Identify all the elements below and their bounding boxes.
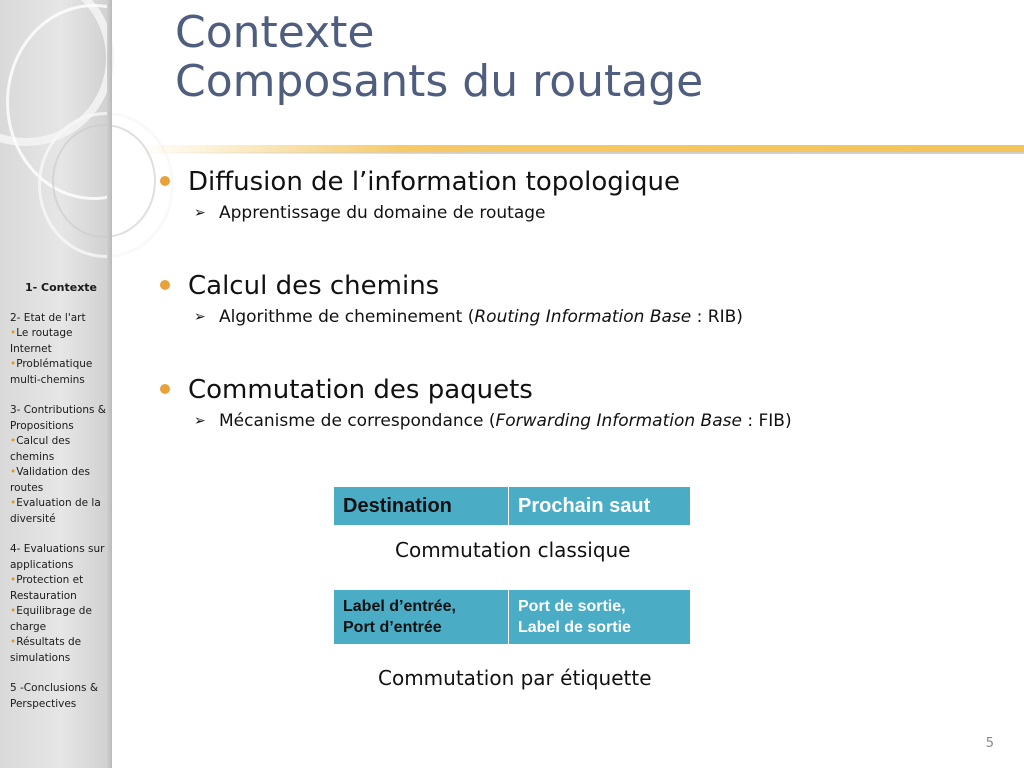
sub-bullet-text: Mécanisme de correspondance ( xyxy=(219,411,496,431)
sub-bullet-italic: Forwarding Information Base xyxy=(495,411,742,431)
outline-section: 2- Etat de l'art xyxy=(10,311,86,324)
cell-line: Label de sortie xyxy=(518,619,631,636)
outline-subitem: • Equilibrage de charge xyxy=(10,604,112,635)
outline-subitem: • Protection et Restauration xyxy=(10,573,112,604)
arrow-bullet-icon: ➢ xyxy=(194,309,206,325)
slide-title xyxy=(175,8,703,106)
outline-subitem: • Le routage Internet xyxy=(10,326,112,357)
sub-bullet-text: Apprentissage du domaine de routage xyxy=(219,203,546,223)
bullet-text: Diffusion de l’information topologique xyxy=(188,167,680,197)
bullet-item xyxy=(158,372,1018,408)
bullet-item xyxy=(158,164,1018,200)
table-cell-output-label xyxy=(509,590,691,645)
slide-title-line2: Composants du routage xyxy=(175,56,704,107)
label-switching-table xyxy=(333,589,691,645)
outline-subitem: • Calcul des chemins xyxy=(10,434,112,465)
sub-bullet-item xyxy=(158,200,1018,226)
slide-title-line1: Contexte xyxy=(175,7,375,58)
sub-bullet-item xyxy=(158,408,1018,434)
sub-bullet-text-end: : RIB) xyxy=(691,307,743,327)
bullet-dot-icon xyxy=(160,176,170,186)
cell-line: Label d’entrée, xyxy=(343,598,456,615)
arrow-bullet-icon: ➢ xyxy=(194,205,206,221)
outline-section: 3- Contributions & Propositions xyxy=(10,404,106,432)
bullet-text: Commutation des paquets xyxy=(188,375,533,405)
bullet-item xyxy=(158,268,1018,304)
outline-subitem: • Problématique multi-chemins xyxy=(10,357,112,388)
table-cell-next-hop: Prochain saut xyxy=(509,487,691,526)
sub-bullet-italic: Routing Information Base xyxy=(474,307,692,327)
outline-subitem: • Evaluation de la diversité xyxy=(10,496,112,527)
outline-section: 5 -Conclusions & Perspectives xyxy=(10,682,99,710)
label-switching-caption: Commutation par étiquette xyxy=(378,666,652,690)
title-underline-shadow xyxy=(140,152,1024,154)
sidebar xyxy=(0,0,112,768)
bullet-dot-icon xyxy=(160,384,170,394)
sub-bullet-text: Algorithme de cheminement ( xyxy=(219,307,475,327)
table-row xyxy=(334,590,691,645)
table-cell-input-label xyxy=(334,590,509,645)
outline-subitem: • Validation des routes xyxy=(10,465,112,496)
sub-bullet-item xyxy=(158,304,1018,330)
bullet-dot-icon xyxy=(160,280,170,290)
classic-switching-table xyxy=(333,486,691,526)
classic-switching-caption: Commutation classique xyxy=(395,538,631,562)
outline-nav xyxy=(10,280,112,712)
cell-line: Port d’entrée xyxy=(343,619,442,636)
table-cell-destination: Destination xyxy=(334,487,509,526)
sub-bullet-text-end: : FIB) xyxy=(741,411,792,431)
page-number: 5 xyxy=(985,736,994,751)
decorative-circle xyxy=(52,124,156,238)
cell-line: Port de sortie, xyxy=(518,598,626,615)
bullet-list xyxy=(158,164,1018,476)
arrow-bullet-icon: ➢ xyxy=(194,413,206,429)
bullet-text: Calcul des chemins xyxy=(188,271,440,301)
outline-item-active: 1- Contexte xyxy=(24,281,98,294)
table-row xyxy=(334,487,691,526)
outline-section: 4- Evaluations sur applications xyxy=(10,543,105,571)
outline-subitem: • Résultats de simulations xyxy=(10,635,112,666)
